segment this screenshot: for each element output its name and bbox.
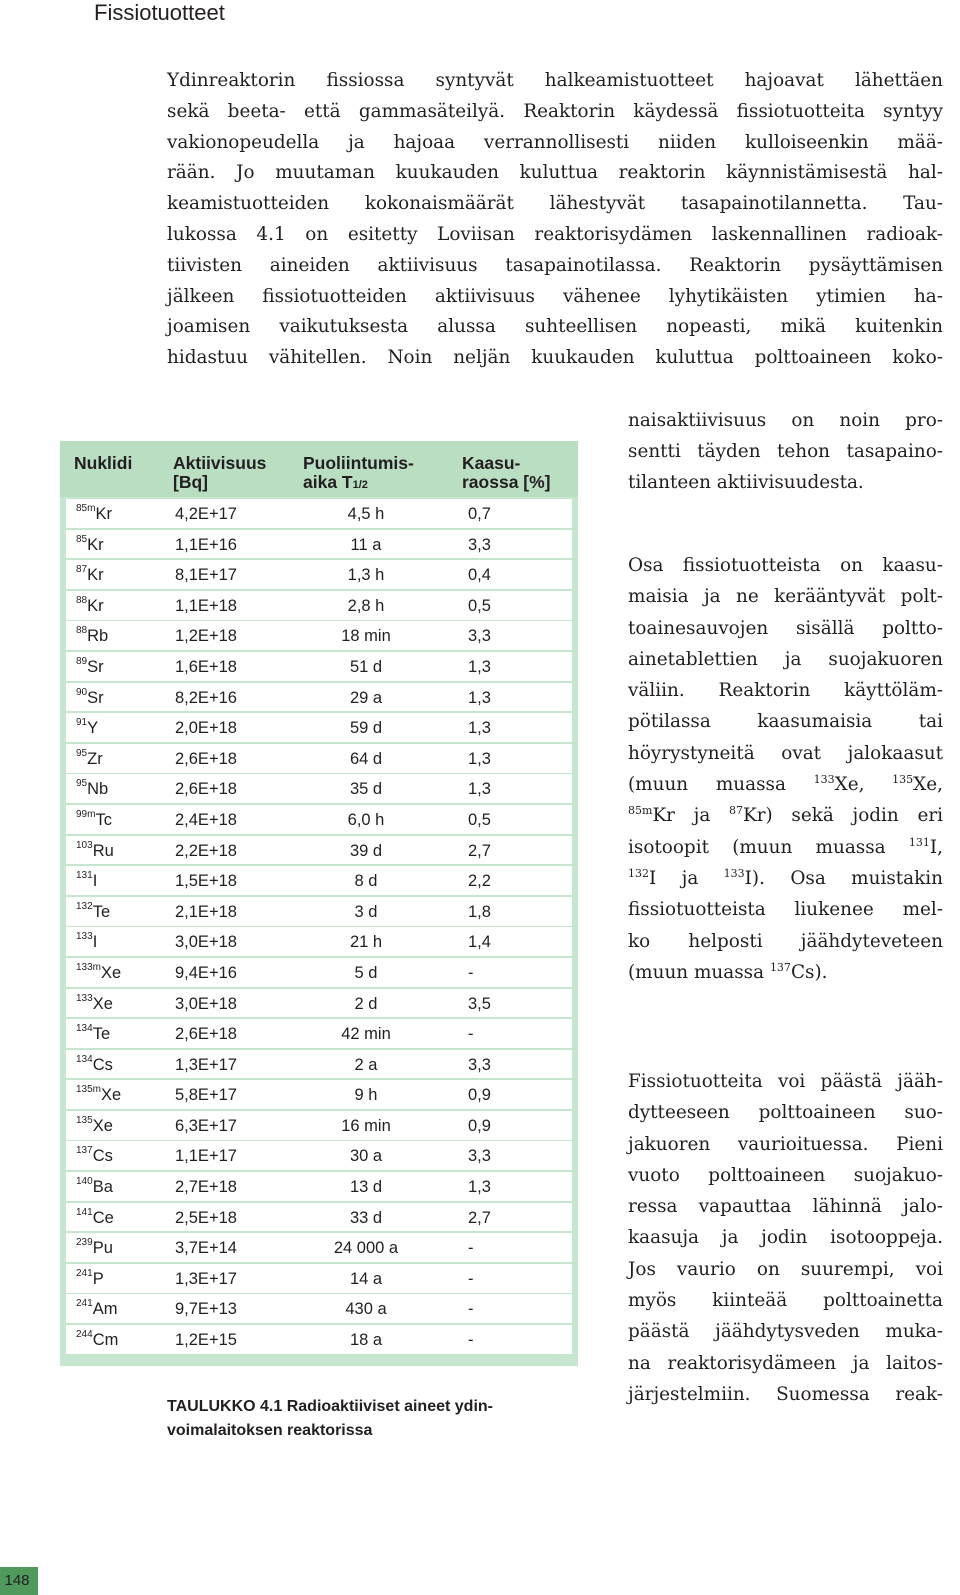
gas-fraction-cell: 3,3	[468, 535, 491, 554]
intro-line: lukossa 4.1 on esitetty Loviisan reaktorisydämen laskennallinen radioak-	[167, 223, 943, 245]
activity-cell: 2,6E+18	[175, 780, 237, 799]
mass-number: 140	[76, 1176, 93, 1188]
activity-cell: 1,1E+17	[175, 1147, 237, 1166]
p2-line: höyrystyneitä ovat jalokaasut	[628, 742, 943, 764]
halflife-cell: 14 a	[349, 1269, 383, 1288]
p3-line: jakuoren vaurioituessa. Pieni	[628, 1133, 943, 1155]
p2-text: I,	[929, 836, 943, 858]
intro-line: sekä beeta- että gammasäteilyä. Reaktorin käydessä fissiotuotteita syntyy	[167, 100, 943, 122]
gas-fraction-cell: 1,3	[468, 749, 491, 768]
table-row	[66, 499, 572, 528]
table-row	[66, 1050, 572, 1079]
p2-text: I). Osa muistakin	[744, 867, 943, 889]
header-gas	[462, 454, 551, 492]
gas-fraction-cell: 1,3	[468, 780, 491, 799]
table-row	[66, 1172, 572, 1201]
caption-line: TAULUKKO 4.1 Radioaktiiviset aineet ydin-	[167, 1398, 493, 1415]
table-row	[66, 1233, 572, 1262]
nuclide-activity-table	[60, 441, 578, 1366]
table-row	[66, 836, 572, 865]
table-row	[66, 530, 572, 559]
section-header: Fissiotuotteet	[94, 0, 225, 25]
gas-fraction-cell: 0,4	[468, 566, 491, 585]
header-text: [Bq]	[173, 472, 208, 492]
mass-number: 135m	[76, 1084, 102, 1096]
nuclide-cell	[76, 533, 104, 557]
activity-cell: 1,1E+18	[175, 596, 237, 615]
halflife-cell: 42 min	[341, 1025, 391, 1044]
gas-fraction-cell: 1,8	[468, 902, 491, 921]
p3-line: Jos vaurio on suurempi, voi	[628, 1258, 943, 1280]
table-body	[60, 497, 578, 1366]
mass-number: 87	[729, 804, 743, 818]
halflife-cell: 64 d	[349, 749, 383, 768]
gas-fraction-cell: 0,5	[468, 810, 491, 829]
element-symbol: Zr	[87, 749, 103, 768]
intro-line: keamistuotteiden kokonaismäärät lähestyvät tasapainotilannetta. Tau-	[167, 193, 943, 215]
wrap-line: sentti täyden tehon tasapaino-	[628, 440, 943, 462]
gas-paragraph	[628, 550, 943, 988]
nuclide-cell	[76, 1114, 113, 1138]
table-header	[60, 441, 578, 497]
gas-fraction-cell: 3,3	[468, 627, 491, 646]
halflife-cell: 18 min	[341, 627, 391, 646]
gas-fraction-cell: -	[468, 1331, 474, 1350]
nuclide-cell	[76, 686, 104, 710]
gas-fraction-cell: 0,7	[468, 505, 491, 523]
activity-cell: 8,1E+17	[175, 566, 237, 585]
table-row	[66, 927, 572, 956]
gas-fraction-cell: 3,5	[468, 994, 491, 1013]
element-symbol: Ce	[92, 1208, 114, 1227]
activity-cell: 4,2E+17	[175, 505, 237, 523]
caption-line: voimalaitoksen reaktorissa	[167, 1422, 373, 1439]
intro-line: joamisen vaikutuksesta alussa suhteellisen nopeasti, mikä kuitenkin	[167, 316, 943, 338]
activity-cell: 2,4E+18	[175, 810, 237, 829]
table-row	[66, 560, 572, 589]
activity-cell: 2,6E+18	[175, 1025, 237, 1044]
nuclide-cell	[76, 1331, 118, 1352]
halflife-cell: 2,8 h	[347, 596, 385, 615]
element-symbol: Xe	[101, 963, 122, 982]
gas-fraction-cell: 1,3	[468, 719, 491, 738]
mass-number: 99m	[76, 808, 96, 820]
mass-number: 85	[76, 533, 88, 545]
halflife-cell: 11 a	[350, 535, 382, 554]
nuclide-cell	[76, 839, 114, 863]
p3-line: ressa vapauttaa lähinnä jalo-	[628, 1196, 943, 1218]
activity-cell: 6,3E+17	[175, 1116, 237, 1135]
element-symbol: Tc	[95, 810, 112, 829]
p2-line	[628, 863, 943, 894]
halflife-cell: 35 d	[349, 780, 383, 799]
mass-number: 87	[76, 564, 88, 576]
table-row	[66, 958, 572, 987]
mass-number: 241	[76, 1267, 93, 1279]
table-row	[66, 683, 572, 712]
halflife-cell: 8 d	[354, 872, 378, 891]
activity-cell: 2,7E+18	[175, 1178, 237, 1197]
gas-fraction-cell: 1,3	[468, 688, 491, 707]
gas-fraction-cell: -	[468, 963, 474, 982]
leak-paragraph	[628, 1066, 943, 1410]
p2-text: Kr) sekä jodin eri	[743, 805, 943, 827]
nuclide-cell	[76, 992, 113, 1016]
gas-fraction-cell: 0,5	[468, 596, 491, 615]
header-text: aika T	[303, 472, 353, 492]
p2-text: I ja	[649, 867, 724, 889]
table-row	[66, 774, 572, 803]
p2-text: Cs).	[790, 961, 828, 983]
p3-line: kaasuja ja jodin isotooppeja.	[628, 1227, 943, 1249]
mass-number: 133	[813, 773, 835, 787]
mass-number: 134	[76, 1023, 93, 1035]
mass-number: 95	[76, 778, 88, 790]
header-text: raossa [%]	[462, 472, 551, 492]
table-row	[66, 1264, 572, 1293]
intro-wrap-lines	[628, 406, 943, 498]
p3-line: järjestelmiin. Suomessa reak-	[628, 1383, 943, 1405]
p2-line: toainesauvojen sisällä poltto-	[628, 617, 943, 639]
p2-text: Xe,	[834, 774, 893, 796]
halflife-cell: 6,0 h	[347, 810, 385, 829]
element-symbol: I	[92, 872, 98, 891]
table-row	[66, 652, 572, 681]
halflife-cell: 24 000 a	[333, 1239, 399, 1258]
halflife-cell: 51 d	[349, 657, 383, 676]
nuclide-cell	[76, 808, 112, 832]
element-symbol: Ru	[92, 841, 114, 860]
element-symbol: Cm	[92, 1331, 119, 1350]
element-symbol: Cs	[92, 1147, 113, 1166]
halflife-cell: 59 d	[349, 719, 383, 738]
table-row	[66, 1019, 572, 1048]
gas-fraction-cell: 2,7	[468, 841, 491, 860]
header-text: Kaasu-	[462, 453, 521, 473]
gas-fraction-cell: -	[468, 1239, 474, 1258]
activity-cell: 3,0E+18	[175, 933, 237, 952]
halflife-cell: 18 a	[349, 1331, 383, 1350]
mass-number: 239	[76, 1237, 93, 1249]
mass-number: 135	[892, 773, 914, 787]
p2-text: Xe,	[913, 774, 943, 796]
gas-fraction-cell: 2,2	[468, 872, 491, 891]
halflife-cell: 3 d	[354, 902, 378, 921]
activity-cell: 2,6E+18	[175, 749, 237, 768]
nuclide-cell	[76, 655, 104, 679]
activity-cell: 5,8E+17	[175, 1086, 237, 1105]
nuclide-cell	[76, 719, 98, 740]
intro-line: vakionopeudella ja hajoaa verrannollisesti niiden kulloiseenkin mää-	[167, 131, 943, 153]
halflife-cell: 39 d	[349, 841, 383, 860]
mass-number: 137	[769, 960, 791, 974]
halflife-cell: 13 d	[349, 1178, 383, 1197]
activity-cell: 2,2E+18	[175, 841, 237, 860]
activity-cell: 9,7E+13	[175, 1300, 237, 1319]
mass-number: 133	[76, 931, 93, 943]
element-symbol: Kr	[87, 535, 104, 554]
halflife-cell: 2 a	[354, 1055, 378, 1074]
mass-number: 131	[908, 835, 930, 849]
p3-line: päästä jäähdytysveden muka-	[628, 1321, 943, 1343]
header-text: Nuklidi	[74, 453, 133, 473]
gas-fraction-cell: 1,4	[468, 933, 491, 952]
activity-cell: 3,7E+14	[175, 1239, 237, 1258]
gas-fraction-cell: 1,3	[468, 1178, 491, 1197]
p2-line	[628, 957, 943, 988]
halflife-cell: 2 d	[354, 994, 378, 1013]
gas-fraction-cell: 3,3	[468, 1147, 491, 1166]
p2-text: (muun muassa	[628, 961, 770, 983]
gas-fraction-cell: 3,3	[468, 1055, 491, 1074]
mass-number: 133	[723, 866, 745, 880]
halflife-cell: 16 min	[341, 1116, 391, 1135]
nuclide-cell	[76, 961, 122, 985]
intro-line: tiivisten aineiden aktiivisuus tasapainotilassa. Reaktorin pysäyttämisen	[167, 254, 943, 276]
p3-line: Fissiotuotteita voi päästä jääh-	[628, 1071, 943, 1092]
mass-number: 132	[628, 866, 649, 880]
element-symbol: Xe	[101, 1086, 122, 1105]
activity-cell: 3,0E+18	[175, 994, 237, 1013]
mass-number: 88	[76, 625, 88, 637]
activity-cell: 8,2E+16	[175, 688, 237, 707]
intro-line: jälkeen fissiotuotteiden aktiivisuus vähenee lyhytikäisten ytimien ha-	[167, 285, 943, 307]
table-row	[66, 621, 572, 650]
element-symbol: Am	[92, 1300, 118, 1319]
halflife-cell: 1,3 h	[347, 566, 385, 585]
halflife-cell: 30 a	[349, 1147, 383, 1166]
element-symbol: Nb	[87, 780, 109, 799]
p3-line: dytteeseen polttoaineen suo-	[628, 1102, 943, 1124]
nuclide-cell	[76, 505, 112, 526]
element-symbol: Xe	[92, 1116, 113, 1135]
p2-line: maisia ja ne kerääntyvät polt-	[628, 586, 943, 608]
gas-fraction-cell: -	[468, 1269, 474, 1288]
table-row	[66, 805, 572, 834]
halflife-cell: 29 a	[349, 688, 383, 707]
nuclide-cell	[76, 933, 97, 954]
activity-cell: 9,4E+16	[175, 963, 237, 982]
p2-line	[628, 800, 943, 831]
nuclide-cell	[76, 780, 108, 801]
activity-cell: 1,6E+18	[175, 657, 237, 676]
nuclide-cell	[76, 1147, 113, 1168]
table-row	[66, 1325, 572, 1354]
nuclide-cell	[76, 566, 104, 587]
mass-number: 141	[76, 1206, 93, 1218]
mass-number: 133m	[76, 961, 102, 973]
p2-line: ko helposti jäähdyteveteen	[628, 930, 943, 952]
table-row	[66, 713, 572, 742]
mass-number: 95	[76, 747, 88, 759]
nuclide-cell	[76, 1206, 114, 1230]
p2-line	[628, 832, 943, 863]
mass-number: 137	[76, 1145, 93, 1157]
element-symbol: P	[92, 1269, 104, 1288]
table-row	[66, 989, 572, 1018]
element-symbol: Te	[92, 902, 111, 921]
header-halflife	[303, 454, 414, 495]
element-symbol: Sr	[87, 688, 104, 707]
mass-number: 133	[76, 992, 93, 1004]
table-row	[66, 744, 572, 773]
element-symbol: Kr	[87, 566, 104, 585]
halflife-cell: 21 h	[349, 933, 383, 952]
wrap-line: tilanteen aktiivisuudesta.	[628, 471, 864, 493]
element-symbol: I	[92, 933, 98, 952]
header-text: Puoliintumis-	[303, 453, 414, 473]
element-symbol: Kr	[87, 596, 104, 615]
mass-number: 132	[76, 900, 93, 912]
table-row	[66, 1080, 572, 1109]
nuclide-cell	[76, 1086, 121, 1107]
p2-line: ainetablettien ja suojakuoren	[628, 648, 943, 670]
activity-cell: 1,3E+17	[175, 1055, 237, 1074]
p2-text: isotoopit (muun muassa	[628, 836, 909, 858]
mass-number: 244	[76, 1329, 93, 1341]
intro-paragraph	[167, 66, 943, 374]
halflife-cell: 9 h	[354, 1086, 378, 1105]
nuclide-cell	[76, 1239, 113, 1260]
intro-line: rään. Jo muutaman kuukauden kuluttua reaktorin käynnistämisestä hal-	[167, 162, 943, 184]
table-row	[66, 1111, 572, 1140]
nuclide-cell	[76, 1178, 113, 1199]
table-row	[66, 1141, 572, 1170]
mass-number: 88	[76, 594, 88, 606]
halflife-cell: 5 d	[354, 963, 378, 982]
element-symbol: Cs	[92, 1055, 113, 1074]
activity-cell: 1,1E+16	[175, 535, 237, 554]
activity-cell: 1,2E+15	[175, 1331, 237, 1350]
table-row	[66, 866, 572, 895]
nuclide-cell	[76, 747, 103, 771]
element-symbol: Pu	[92, 1239, 113, 1258]
gas-fraction-cell: -	[468, 1300, 474, 1319]
header-text: Aktiivisuus	[173, 453, 267, 473]
element-symbol: Te	[92, 1025, 111, 1044]
gas-fraction-cell: 1,3	[468, 657, 491, 676]
mass-number: 91	[76, 717, 88, 729]
element-symbol: Kr	[95, 505, 112, 523]
activity-cell: 2,0E+18	[175, 719, 237, 738]
wrap-line: naisaktiivisuus on noin pro-	[628, 410, 943, 431]
nuclide-cell	[76, 872, 97, 893]
p2-line: fissiotuotteista liukenee mel-	[628, 899, 943, 921]
element-symbol: Y	[87, 719, 99, 738]
header-subscript: 1/2	[352, 479, 368, 491]
gas-fraction-cell: 0,9	[468, 1086, 491, 1105]
activity-cell: 2,1E+18	[175, 902, 237, 921]
nuclide-cell	[76, 594, 104, 618]
p2-line: pötilassa kaasumaisia tai	[628, 711, 943, 733]
p2-text: Kr ja	[652, 805, 729, 827]
mass-number: 85m	[628, 804, 653, 818]
intro-line: hidastuu vähitellen. Noin neljän kuukauden kuluttua polttoaineen koko-	[167, 347, 943, 369]
nuclide-cell	[76, 627, 108, 648]
header-activity	[173, 454, 266, 492]
table-row	[66, 897, 572, 926]
intro-line: Ydinreaktorin fissiossa syntyvät halkeamistuotteet hajoavat lähettäen	[167, 70, 943, 91]
gas-fraction-cell: 2,7	[468, 1208, 491, 1227]
gas-fraction-cell: 0,9	[468, 1116, 491, 1135]
element-symbol: Rb	[87, 627, 109, 646]
p2-line: Osa fissiotuotteista on kaasu-	[628, 555, 943, 576]
activity-cell: 1,2E+18	[175, 627, 237, 646]
activity-cell: 1,5E+18	[175, 872, 237, 891]
nuclide-cell	[76, 900, 111, 924]
mass-number: 85m	[76, 503, 96, 514]
header-nuclide	[74, 454, 132, 473]
mass-number: 131	[76, 870, 93, 882]
table-row	[66, 1203, 572, 1232]
p3-line: na reaktorisydämeen ja laitos-	[628, 1352, 943, 1374]
element-symbol: Ba	[92, 1178, 113, 1197]
gas-fraction-cell: -	[468, 1025, 474, 1044]
table-caption	[167, 1395, 567, 1443]
mass-number: 89	[76, 655, 88, 667]
nuclide-cell	[76, 1267, 104, 1291]
page-number: 148	[4, 1572, 30, 1589]
p3-line: myös kiinteää polttoainetta	[628, 1290, 943, 1312]
table-row	[66, 591, 572, 620]
p2-text: (muun muassa	[628, 774, 814, 796]
nuclide-cell	[76, 1300, 117, 1321]
mass-number: 103	[76, 839, 93, 851]
p3-line: vuoto polttoaineen suojakuo-	[628, 1164, 943, 1186]
p2-line	[628, 769, 943, 800]
activity-cell: 2,5E+18	[175, 1208, 237, 1227]
mass-number: 241	[76, 1298, 93, 1310]
mass-number: 90	[76, 686, 88, 698]
halflife-cell: 4,5 h	[347, 505, 385, 523]
element-symbol: Xe	[92, 994, 113, 1013]
halflife-cell: 33 d	[349, 1208, 383, 1227]
nuclide-cell	[76, 1053, 113, 1077]
p2-line: väliin. Reaktorin käyttöläm-	[628, 680, 943, 702]
table-row	[66, 1294, 572, 1323]
nuclide-cell	[76, 1025, 110, 1046]
mass-number: 135	[76, 1114, 93, 1126]
halflife-cell: 430 a	[345, 1300, 387, 1319]
mass-number: 134	[76, 1053, 93, 1065]
activity-cell: 1,3E+17	[175, 1269, 237, 1288]
element-symbol: Sr	[87, 657, 104, 676]
